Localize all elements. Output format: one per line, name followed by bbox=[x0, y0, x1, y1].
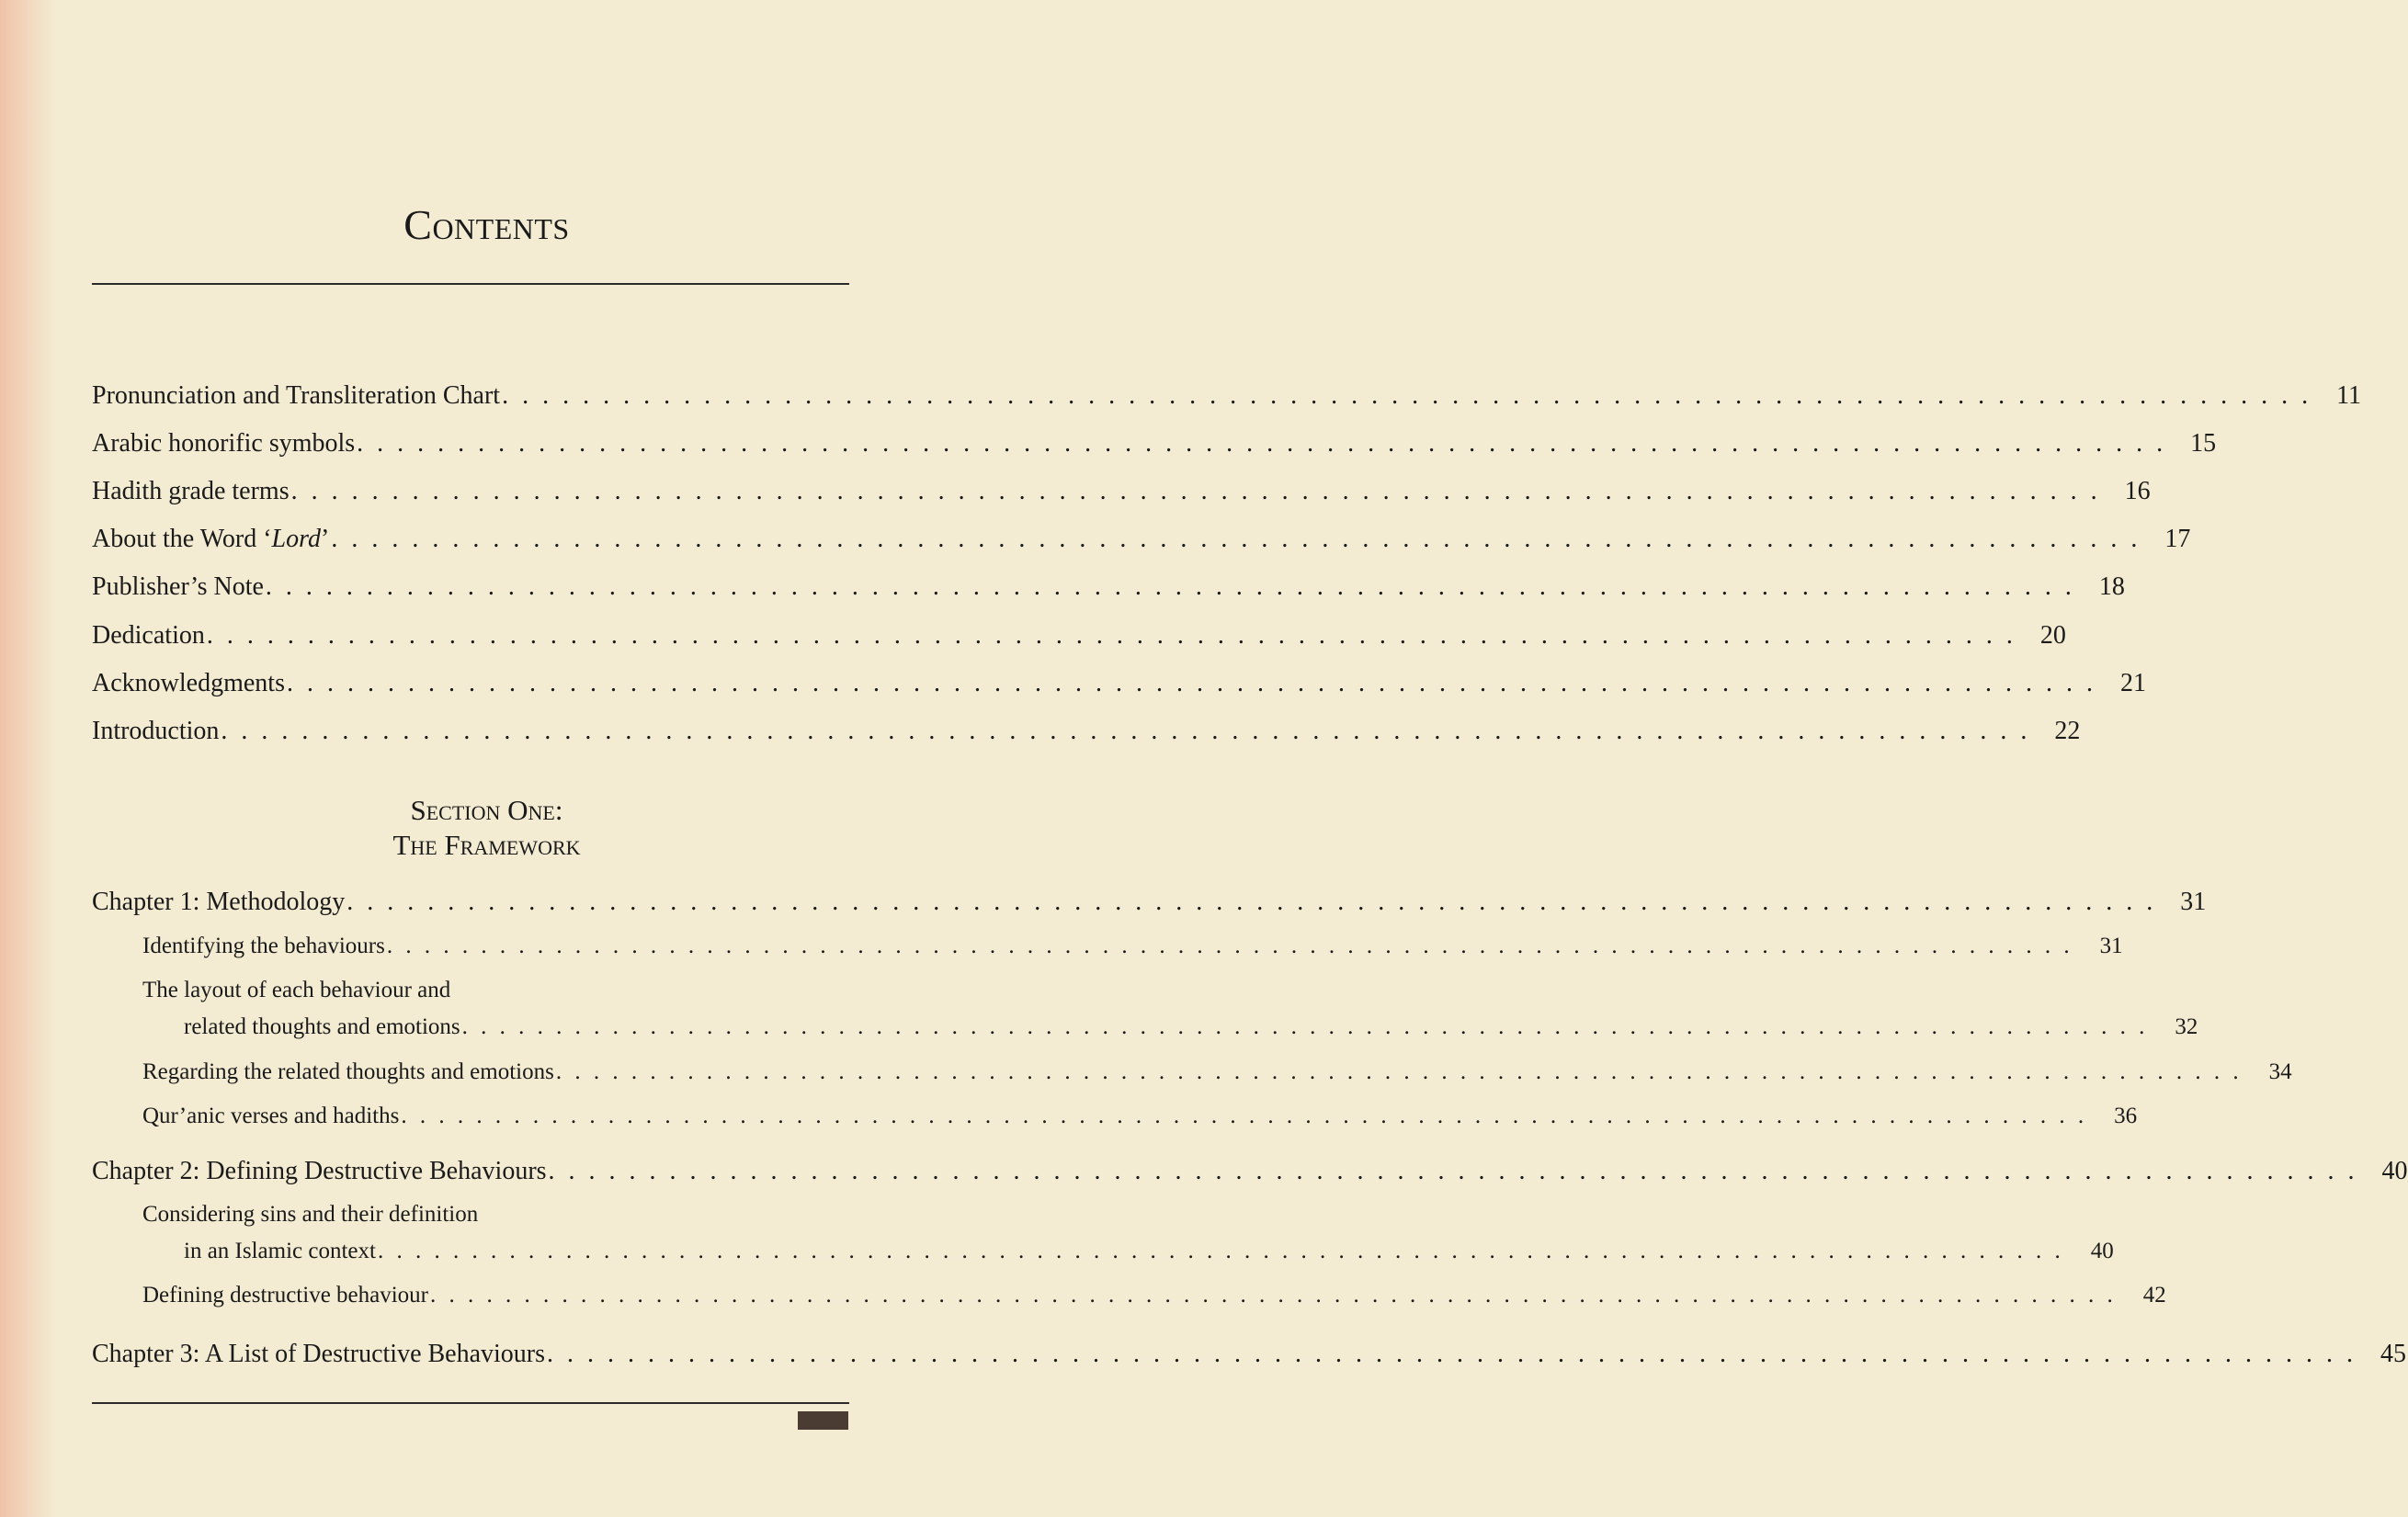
toc-entry-label: Chapter 3: A List of Destructive Behaviours bbox=[92, 1340, 546, 1368]
page-number: 22 bbox=[2054, 717, 2081, 745]
page-number: 21 bbox=[2119, 669, 2146, 697]
section-heading-line1: Section One: bbox=[410, 794, 563, 826]
toc-entry-identifying-behaviours[interactable] bbox=[142, 934, 2123, 959]
label-prefix: About the Word ‘ bbox=[92, 525, 272, 553]
toc-entry-regarding-thoughts[interactable] bbox=[142, 1059, 2292, 1085]
toc-entry-quranic-verses[interactable] bbox=[142, 1104, 2138, 1129]
dot-leader: . . . . . . . . . . . . . . . . . . . . . . . . . . . . . . . . . . . . . . . . . . . . . . . . . . . . . . . . . . . . . . . . . . . . . . . . . . . . . . . . . . . . . . . . . . bbox=[386, 934, 2073, 958]
page-number: 40 bbox=[2381, 1157, 2408, 1185]
dot-leader: . . . . . . . . . . . . . . . . . . . . . . . . . . . . . . . . . . . . . . . . . . . . . . . . . . . . . . . . . . . . . . . . . . . . . . . . . . . . . . . . . . . . . . . . . . bbox=[461, 1014, 2149, 1039]
dot-leader: . . . . . . . . . . . . . . . . . . . . . . . . . . . . . . . . . . . . . . . . . . . . . . . . . . . . . . . . . . . . . . . . . . . . . . . . . . . . . . . . . . . . . . . . . . bbox=[555, 1059, 2243, 1084]
page-number: 17 bbox=[2164, 525, 2191, 553]
toc-entry-honorific[interactable] bbox=[92, 429, 2217, 458]
page-number: 45 bbox=[2380, 1340, 2407, 1368]
toc-entry-label: Arabic honorific symbols bbox=[92, 429, 356, 458]
dot-leader: . . . . . . . . . . . . . . . . . . . . . . . . . . . . . . . . . . . . . . . . . . . . . . . . . . . . . . . . . . . . . . . . . . . . . . . . . . . . . . . . . . . . . . . . . . bbox=[401, 1104, 2088, 1128]
page-number: 15 bbox=[2190, 429, 2217, 458]
toc-entry-dedication[interactable] bbox=[92, 621, 2066, 651]
toc-entry-label: Defining destructive behaviour bbox=[142, 1283, 429, 1308]
toc-entry-pronunciation[interactable] bbox=[92, 381, 2362, 411]
dot-leader: . . . . . . . . . . . . . . . . . . . . . . . . . . . . . . . . . . . . . . . . . . . . . . . . . . . . . . . . . . . . . . . . . . . . . . . . . . . . . . . . . . . . . . . . . . bbox=[502, 381, 2312, 410]
toc-entry-layout-line1[interactable]: The layout of each behaviour and bbox=[142, 978, 451, 1002]
page-number: 42 bbox=[2142, 1283, 2166, 1308]
toc-entry-label: Publisher’s Note bbox=[92, 572, 264, 601]
page-number: 11 bbox=[2336, 381, 2362, 410]
toc-entry-about-lord[interactable] bbox=[92, 525, 2191, 554]
toc-entry-label: Acknowledgments bbox=[92, 669, 285, 697]
page-corner-mark bbox=[798, 1411, 848, 1430]
toc-entry-acknowledgments[interactable] bbox=[92, 669, 2146, 698]
toc-entry-label bbox=[92, 525, 329, 554]
bottom-rule bbox=[92, 1402, 849, 1404]
toc-entry-label: Dedication bbox=[92, 621, 205, 650]
dot-leader: . . . . . . . . . . . . . . . . . . . . . . . . . . . . . . . . . . . . . . . . . . . . . . . . . . . . . . . . . . . . . . . . . . . . . . . . . . . . . . . . . . . . . . . . . . bbox=[286, 669, 2096, 697]
page-number: 18 bbox=[2098, 572, 2125, 601]
toc-entry-chapter-1[interactable] bbox=[92, 888, 2207, 917]
toc-entry-defining-behaviour[interactable] bbox=[142, 1283, 2166, 1308]
toc-entry-label: Hadith grade terms bbox=[92, 477, 290, 505]
dot-leader: . . . . . . . . . . . . . . . . . . . . . . . . . . . . . . . . . . . . . . . . . . . . . . . . . . . . . . . . . . . . . . . . . . . . . . . . . . . . . . . . . . . . . . . . . . bbox=[206, 621, 2016, 650]
dot-leader: . . . . . . . . . . . . . . . . . . . . . . . . . . . . . . . . . . . . . . . . . . . . . . . . . . . . . . . . . . . . . . . . . . . . . . . . . . . . . . . . . . . . . . . . . . bbox=[331, 525, 2141, 553]
dot-leader: . . . . . . . . . . . . . . . . . . . . . . . . . . . . . . . . . . . . . . . . . . . . . . . . . . . . . . . . . . . . . . . . . . . . . . . . . . . . . . . . . . . . . . . . . . bbox=[548, 1157, 2358, 1185]
page-number: 20 bbox=[2039, 621, 2066, 650]
toc-entry-label: Identifying the behaviours bbox=[142, 934, 385, 958]
page-number: 40 bbox=[2090, 1239, 2114, 1263]
dot-leader: . . . . . . . . . . . . . . . . . . . . . . . . . . . . . . . . . . . . . . . . . . . . . . . . . . . . . . . . . . . . . . . . . . . . . . . . . . . . . . . . . . . . . . . . . . bbox=[346, 888, 2157, 916]
page-number: 31 bbox=[2099, 934, 2123, 958]
toc-entry-label: related thoughts and emotions bbox=[184, 1014, 460, 1039]
dot-leader: . . . . . . . . . . . . . . . . . . . . . . . . . . . . . . . . . . . . . . . . . . . . . . . . . . . . . . . . . . . . . . . . . . . . . . . . . . . . . . . . . . . . . . . . . . bbox=[357, 429, 2167, 458]
dot-leader: . . . . . . . . . . . . . . . . . . . . . . . . . . . . . . . . . . . . . . . . . . . . . . . . . . . . . . . . . . . . . . . . . . . . . . . . . . . . . . . . . . . . . . . . . . bbox=[430, 1283, 2117, 1308]
toc-entry-publisher-note[interactable] bbox=[92, 572, 2125, 602]
top-rule bbox=[92, 283, 849, 285]
toc-entry-chapter-2[interactable] bbox=[92, 1157, 2408, 1186]
page-number: 32 bbox=[2175, 1014, 2198, 1039]
toc-entry-considering-line1[interactable]: Considering sins and their definition bbox=[142, 1202, 479, 1227]
section-heading-line2: The Framework bbox=[392, 829, 581, 861]
toc-entry-label: Introduction bbox=[92, 717, 220, 745]
page-number: 16 bbox=[2124, 477, 2151, 505]
toc-entry-label: Chapter 1: Methodology bbox=[92, 888, 346, 916]
page-number: 34 bbox=[2268, 1059, 2292, 1084]
page-title: Contents bbox=[403, 201, 570, 248]
toc-entry-label: in an Islamic context bbox=[184, 1239, 376, 1263]
page-number: 36 bbox=[2114, 1104, 2138, 1128]
toc-entry-chapter-3[interactable] bbox=[92, 1340, 2407, 1369]
toc-entry-label: Qur’anic verses and hadiths bbox=[142, 1104, 400, 1128]
dot-leader: . . . . . . . . . . . . . . . . . . . . . . . . . . . . . . . . . . . . . . . . . . . . . . . . . . . . . . . . . . . . . . . . . . . . . . . . . . . . . . . . . . . . . . . . . . bbox=[221, 717, 2031, 745]
toc-entry-hadith-grade[interactable] bbox=[92, 477, 2151, 506]
dot-leader: . . . . . . . . . . . . . . . . . . . . . . . . . . . . . . . . . . . . . . . . . . . . . . . . . . . . . . . . . . . . . . . . . . . . . . . . . . . . . . . . . . . . . . . . . . bbox=[377, 1239, 2064, 1263]
label-italic-word: Lord bbox=[271, 525, 321, 553]
label-suffix: ’ bbox=[320, 525, 330, 553]
toc-entry-label: Chapter 2: Defining Destructive Behaviours bbox=[92, 1157, 547, 1185]
toc-entry-label: Pronunciation and Transliteration Chart bbox=[92, 381, 501, 410]
toc-entry-label: Regarding the related thoughts and emotions bbox=[142, 1059, 554, 1084]
page-number: 31 bbox=[2180, 888, 2207, 916]
dot-leader: . . . . . . . . . . . . . . . . . . . . . . . . . . . . . . . . . . . . . . . . . . . . . . . . . . . . . . . . . . . . . . . . . . . . . . . . . . . . . . . . . . . . . . . . . . bbox=[547, 1340, 2357, 1368]
toc-entry-layout-line2[interactable] bbox=[184, 1014, 2198, 1040]
toc-entry-considering-line2[interactable] bbox=[184, 1239, 2114, 1264]
dot-leader: . . . . . . . . . . . . . . . . . . . . . . . . . . . . . . . . . . . . . . . . . . . . . . . . . . . . . . . . . . . . . . . . . . . . . . . . . . . . . . . . . . . . . . . . . . bbox=[290, 477, 2101, 505]
dot-leader: . . . . . . . . . . . . . . . . . . . . . . . . . . . . . . . . . . . . . . . . . . . . . . . . . . . . . . . . . . . . . . . . . . . . . . . . . . . . . . . . . . . . . . . . . . bbox=[265, 572, 2075, 601]
toc-entry-introduction[interactable] bbox=[92, 717, 2081, 746]
